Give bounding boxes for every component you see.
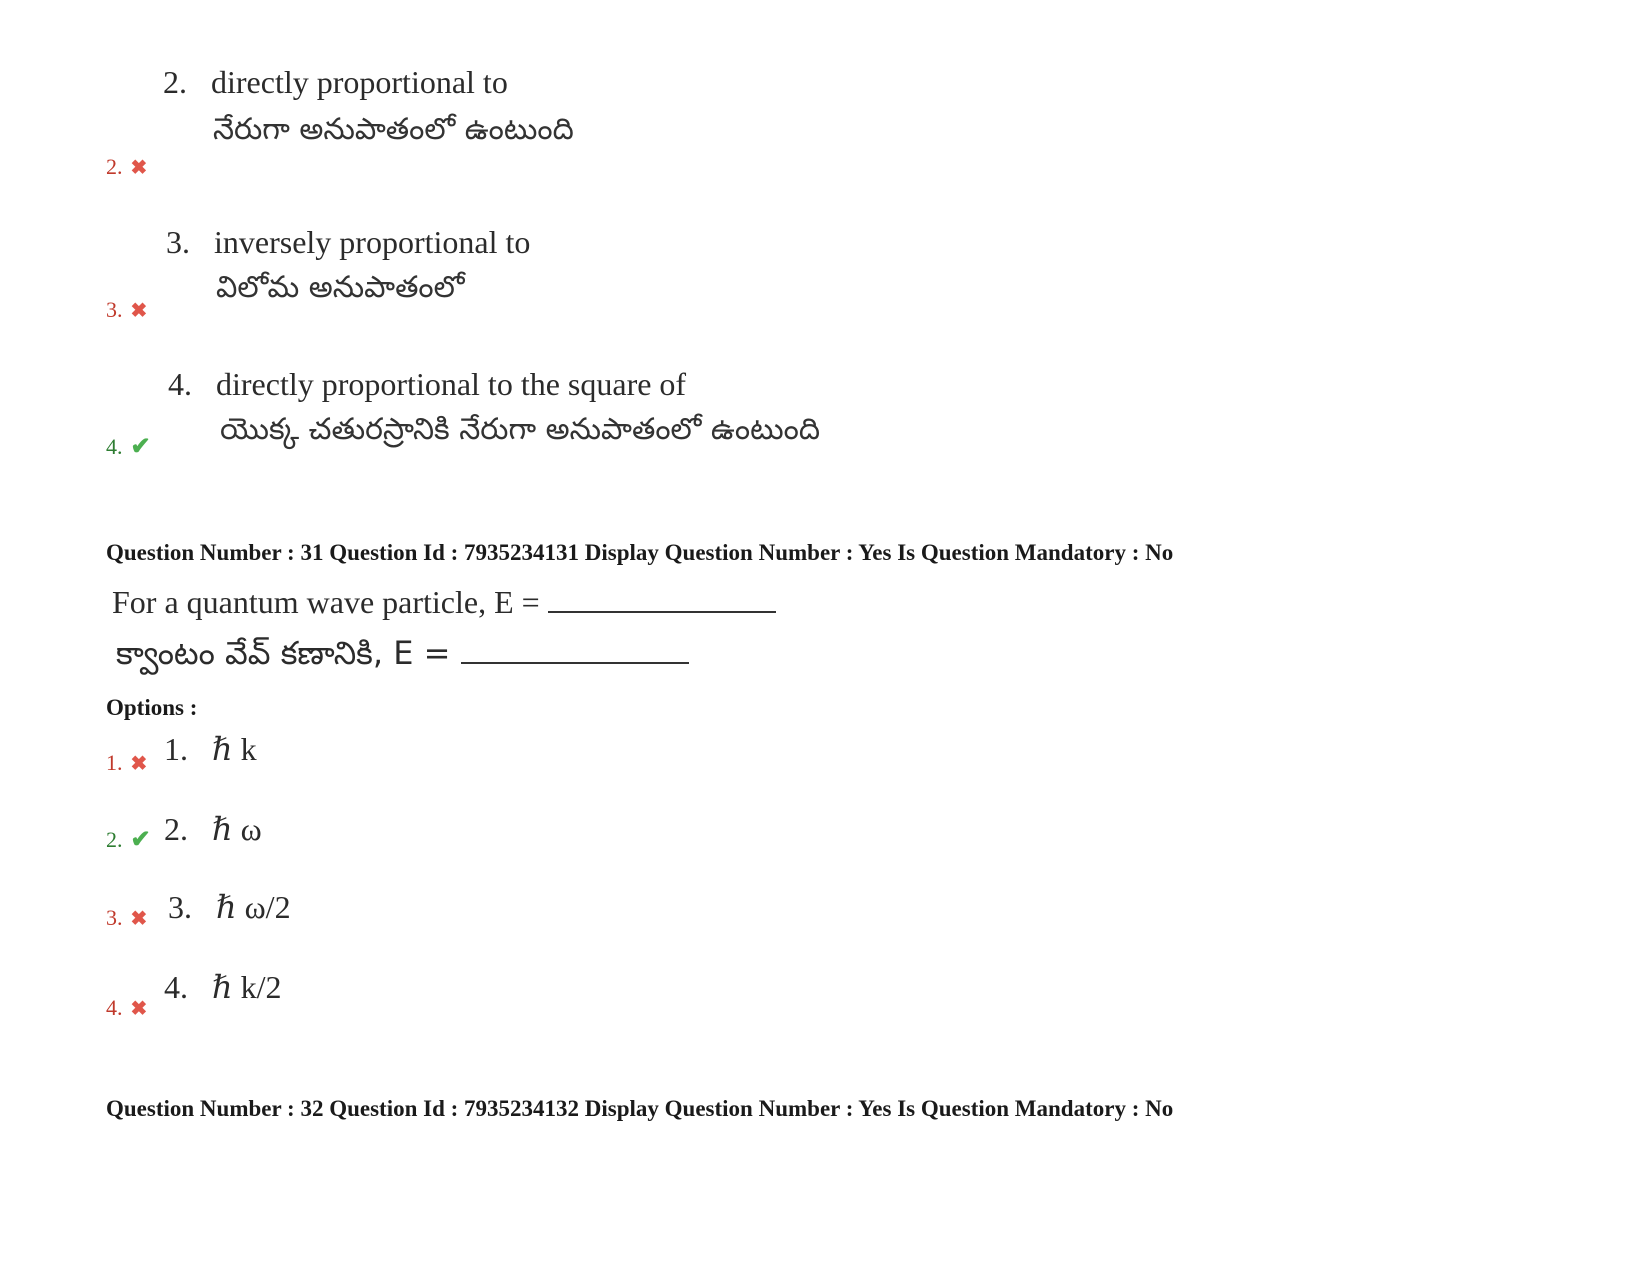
hbar-symbol: ℏ [212, 968, 233, 1006]
option-number: 1. [164, 731, 188, 767]
cross-icon: ✖ [130, 753, 148, 775]
hbar-symbol: ℏ [212, 730, 233, 768]
cross-icon: ✖ [130, 998, 148, 1020]
option-number: 4. [168, 366, 192, 402]
option-text-en: directly proportional to the square of [216, 366, 687, 402]
option-text-en: directly proportional to [211, 64, 508, 100]
option-marker: 2. ✖ [106, 154, 148, 179]
question-31-text-en: For a quantum wave particle, E = [112, 584, 776, 621]
question-31-text-te: క్వాంటం వేవ్ కణానికి, E = [116, 634, 689, 680]
cross-icon: ✖ [130, 908, 148, 930]
answer-blank [461, 638, 689, 664]
option-marker: 4. ✔ [106, 434, 151, 460]
option-number: 2. [163, 64, 187, 100]
option-text-te: యొక్క చతురస్రానికి నేరుగా అనుపాతంలో ఉంటుంది [220, 412, 821, 447]
question-32-header: Question Number : 32 Question Id : 7935234132 Display Question Number : Yes Is Question Mandatory : No [106, 1096, 1174, 1121]
option-marker: 1. ✖ [106, 750, 148, 775]
options-label: Options : [106, 695, 198, 720]
check-icon: ✔ [130, 827, 151, 853]
option-number: 2. [164, 811, 188, 847]
option-value: ω [232, 811, 262, 847]
hbar-symbol: ℏ [212, 810, 233, 848]
option-number: 3. [166, 224, 190, 260]
option-text-en: inversely proportional to [214, 224, 531, 260]
option-text-te: విలోమ అనుపాతంలో [216, 270, 465, 305]
option-marker: 2. ✔ [106, 827, 151, 853]
cross-icon: ✖ [130, 157, 148, 179]
option-value: k/2 [232, 969, 282, 1005]
check-icon: ✔ [130, 434, 151, 460]
hbar-symbol: ℏ [216, 888, 237, 926]
option-text-te: నేరుగా అనుపాతంలో ఉంటుంది [213, 112, 574, 147]
option-marker: 3. ✖ [106, 905, 148, 930]
option-number: 4. [164, 969, 188, 1005]
option-marker: 4. ✖ [106, 995, 148, 1020]
cross-icon: ✖ [130, 300, 148, 322]
option-value: ω/2 [236, 889, 291, 925]
answer-blank [548, 587, 776, 613]
option-value: k [232, 731, 257, 767]
question-31-header: Question Number : 31 Question Id : 7935234131 Display Question Number : Yes Is Question Mandatory : No [106, 540, 1174, 565]
option-marker: 3. ✖ [106, 297, 148, 322]
option-number: 3. [168, 889, 192, 925]
